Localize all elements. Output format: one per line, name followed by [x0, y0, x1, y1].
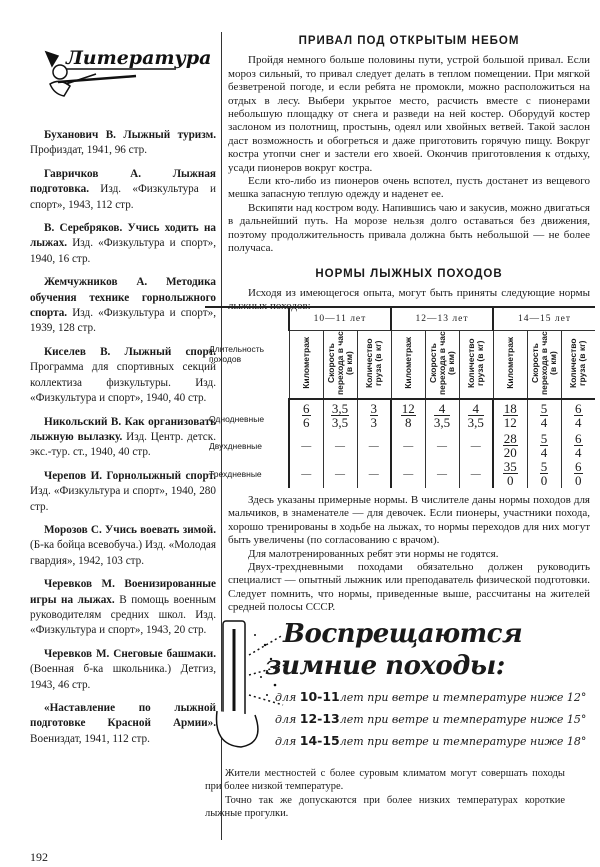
column-header	[391, 331, 425, 400]
literature-entry	[30, 647, 216, 693]
column-header	[493, 331, 527, 400]
table-cell	[357, 399, 391, 432]
table-cell	[527, 460, 561, 488]
literature-entry	[30, 701, 216, 747]
table-cell	[425, 399, 459, 432]
column-header	[323, 331, 357, 400]
numerator: 5	[540, 431, 548, 446]
table-cell: —	[391, 460, 425, 488]
literature-logo	[36, 38, 212, 98]
table-row	[205, 432, 595, 460]
svg-text:Литература: Литература	[66, 47, 212, 69]
literature-entry	[30, 523, 216, 569]
numerator: 4	[468, 402, 484, 416]
entry-author-title: Киселев В. Лыжный спорт.	[44, 345, 216, 358]
numerator: 6	[303, 401, 310, 416]
column-header	[527, 331, 561, 400]
table-cell: —	[425, 460, 459, 488]
entry-publication: Изд. «Физкультура и спорт», 1940, 16 стр.	[30, 237, 216, 265]
column-header	[459, 331, 493, 400]
numerator: 3	[370, 401, 377, 416]
denominator: 4	[540, 445, 548, 460]
table-cell: —	[357, 432, 391, 460]
denominator: 8	[405, 415, 412, 430]
group-header: 14—15 лет	[493, 307, 595, 331]
column-header	[425, 331, 459, 400]
table-row	[205, 460, 595, 488]
entry-publication: Изд. «Физкультура и спорт», 1940, 280 стр.	[30, 485, 216, 513]
entry-publication: Программа для спортивных секций коллектиза физкультуры. Изд. «Физкультура и спорт», 1940, 40 стр.	[30, 361, 216, 405]
poster-line: для 12-13лет при ветре и температуре ниже 15°	[275, 711, 587, 726]
literature-entry	[30, 577, 216, 639]
numerator: 35	[503, 459, 517, 474]
table-cell	[561, 399, 595, 432]
numerator: 5	[540, 459, 548, 474]
entry-author-title: Гавричков А. Лыжная подготовка.	[30, 167, 216, 196]
table-cell: —	[289, 460, 323, 488]
column-header-label: Количество груза (в кг)	[466, 338, 485, 388]
numerator: 6	[575, 459, 582, 474]
entry-publication: Изд. «Физкультура и спорт», 1939, 128 стр.	[30, 307, 216, 335]
denominator: 20	[503, 445, 517, 460]
entry-publication: В помощь военным руководителям средних школ. Изд. «Физкультура и спорт», 1943, 20 стр.	[30, 593, 216, 637]
entry-author-title: Никольский В. Как организовать лыжную вылазку.	[30, 415, 216, 443]
table-cell	[527, 432, 561, 460]
entry-author-title: Черевков М. Снеговые башмаки.	[44, 647, 216, 660]
section-title-ski-norms: НОРМЫ ЛЫЖНЫХ ПОХОДОВ	[315, 267, 503, 280]
ski-norms-table	[205, 306, 595, 488]
column-header-label: Скорость перехода в час (в км)	[427, 331, 456, 395]
page-number: 192	[30, 850, 48, 864]
paragraph: Исходя из имеющегося опыта, могут быть приняты следующие нормы лыжных походов:	[228, 286, 590, 313]
entry-publication: Профиздат, 1941, 96 стр.	[30, 144, 148, 157]
section-title-rest-stop: ПРИВАЛ ПОД ОТКРЫТЫМ НЕБОМ	[298, 35, 520, 47]
paragraph: Двух-трехдневными походами обязательно должен руководить специалист — опытный лыжник или преподаватель физической подготовки. Следует помнить, что нормы, приведенные выше, рассчитаны на жителей средней полосы СССР.	[228, 561, 590, 614]
table-cell	[527, 399, 561, 432]
row-label: Трехдневные	[209, 469, 262, 479]
table-cell	[493, 460, 527, 488]
poster-line: для 14-15лет при ветре и температуре ниже 18°	[275, 733, 587, 748]
paragraph: Для малотренированных ребят эти нормы не годятся.	[248, 547, 499, 560]
row-label: Двухдневные	[209, 441, 263, 451]
denominator: 0	[540, 473, 548, 488]
numerator: 18	[503, 401, 517, 416]
row-label: Однодневные	[209, 413, 265, 424]
table-cell	[323, 399, 357, 432]
denominator: 4	[540, 415, 548, 430]
entry-author-title: В. Серебряков. Учись ходить на лыжах.	[30, 222, 216, 250]
literature-entry	[30, 415, 216, 461]
paragraph: Точно так же допускаются при более низких температурах короткие лыжные прогулки.	[205, 794, 565, 820]
closing-text	[205, 767, 565, 821]
paragraph: Жители местностей с более суровым климатом могут совершать походы при более низкой температуре.	[205, 768, 565, 793]
column-header-label: Скорость перехода в час (в км)	[529, 331, 558, 395]
denominator: 6	[303, 415, 310, 430]
literature-entry	[30, 221, 216, 267]
numerator: 6	[575, 431, 582, 446]
literature-entry	[30, 345, 216, 407]
denominator: 0	[507, 473, 514, 488]
numerator: 6	[575, 401, 582, 416]
column-header-label: Километраж	[504, 337, 515, 389]
numerator: 5	[540, 401, 548, 416]
table-cell: —	[459, 432, 493, 460]
table-cell	[459, 399, 493, 432]
group-header: 10—11 лет	[289, 307, 391, 331]
numerator: 4	[434, 402, 450, 416]
denominator: 3,5	[331, 415, 349, 430]
denominator: 3,5	[467, 415, 484, 430]
denominator: 3,5	[433, 415, 451, 430]
denominator: 0	[575, 473, 582, 488]
table-cell	[561, 460, 595, 488]
paragraph: Здесь указаны примерные нормы. В числителе даны нормы походов для мальчиков, в знаменателе — для девочек. Если пионеры, участники похода, хорошо тренированы в ходьбе на лыжах, то нормы переходов для них могут быть увеличены (по согласованию с врачом).	[228, 494, 590, 547]
column-header-label: Скорость перехода в час (в км)	[325, 331, 354, 395]
table-cell: —	[289, 432, 323, 460]
denominator: 4	[575, 445, 582, 460]
column-header	[561, 331, 595, 400]
poster-line: для 10-11лет при ветре и температуре ниже 12°	[275, 689, 587, 704]
after-table-text	[228, 494, 590, 615]
paragraph: Вскипяти над костром воду. Напившись чаю и закусив, можно двигаться в дальнейший путь. На морозе нельзя долго оставаться без движения, поэтому продолжительность привала должна быть небольшой — не более получаса.	[228, 201, 590, 255]
entry-author-title: Черепов И. Горнолыжный спорт.	[44, 469, 216, 482]
table-cell: —	[391, 432, 425, 460]
table-cell: —	[323, 460, 357, 488]
numerator: 28	[503, 431, 517, 446]
table-cell: —	[357, 460, 391, 488]
column-header-label: Километраж	[402, 337, 413, 389]
entry-publication: Воениздат, 1941, 112 стр.	[30, 732, 150, 745]
literature-entry	[30, 128, 216, 159]
numerator: 3,5	[331, 401, 349, 416]
table-cell	[391, 399, 425, 432]
table-cell	[561, 432, 595, 460]
table-cell	[493, 399, 527, 432]
entry-author-title: Черевков М. Военизированные игры на лыжах.	[30, 578, 216, 606]
literature-entry	[30, 469, 216, 515]
table-cell: —	[323, 432, 357, 460]
literature-entry	[30, 167, 216, 213]
winter-hike-poster	[205, 615, 595, 755]
entry-publication: Изд. Центр. детск. экс.-тур. ст., 1940, 40 стр.	[30, 430, 216, 459]
column-header	[289, 331, 323, 400]
column-header	[357, 331, 391, 400]
table-cell	[493, 432, 527, 460]
denominator: 12	[503, 415, 517, 430]
row-header: Длительность походов	[205, 307, 289, 399]
denominator: 3	[370, 415, 377, 430]
entry-publication: (Б-ка бойца всевобуча.) Изд. «Молодая гвардия», 1942, 103 стр.	[30, 539, 216, 567]
literature-entry	[30, 275, 216, 337]
poster-title: Воспрещаются	[283, 619, 523, 649]
paragraph: Пройдя немного больше половины пути, устрой большой привал. Если мороз сильный, то привал следует делать в теплом помещении. При мягкой безветреной погоде, и если ребята не промокли, можно расположиться на отдых в лесу. Выбери укрытое место, расчисть вместе с пионерами небольшую площадку от снега и разведи на ней костер. Оборудуй костер заслоном из полотнищ, простынь, одеял или хвойных ветвей. Такой заслон даст возможность и обогреться и даже приготовить горячую пищу. Вокруг костра утопчи снег и застели его хвоей. Окончив приготовления к отдыху, усади пионеров вокруг костра.	[228, 54, 590, 174]
table-cell	[289, 399, 323, 432]
column-header-label: Количество груза (в кг)	[364, 338, 383, 388]
entry-author-title: Морозов С. Учись воевать зимой.	[44, 523, 216, 536]
entry-author-title: «Наставление по лыжной подготовке Красной Армии».	[30, 702, 216, 730]
denominator: 4	[575, 415, 582, 430]
main-column	[228, 35, 590, 314]
entry-publication: Изд. «Физкультура и спорт», 1943, 112 стр.	[30, 183, 216, 211]
numerator: 12	[401, 401, 415, 416]
entry-author-title: Буханович В. Лыжный туризм.	[44, 129, 216, 141]
poster-subtitle: зимние походы:	[265, 651, 505, 681]
table-cell: —	[425, 432, 459, 460]
table-row	[205, 399, 595, 432]
table-cell: —	[459, 460, 493, 488]
group-header: 12—13 лет	[391, 307, 493, 331]
thermometer-icon	[205, 615, 285, 755]
column-header-label: Километраж	[300, 337, 311, 389]
paragraph: Если кто-либо из пионеров очень вспотел, пусть достанет из вещевого мешка запасную теплую одежду и наденет ее.	[228, 175, 590, 201]
entry-publication: (Военная б-ка школьника.) Детгиз, 1943, 46 стр.	[30, 663, 216, 691]
column-header-label: Количество груза (в кг)	[568, 338, 588, 388]
literature-list	[30, 128, 216, 755]
entry-author-title: Жемчужников А. Методика обучения технике горнолыжного спорта.	[30, 276, 216, 320]
